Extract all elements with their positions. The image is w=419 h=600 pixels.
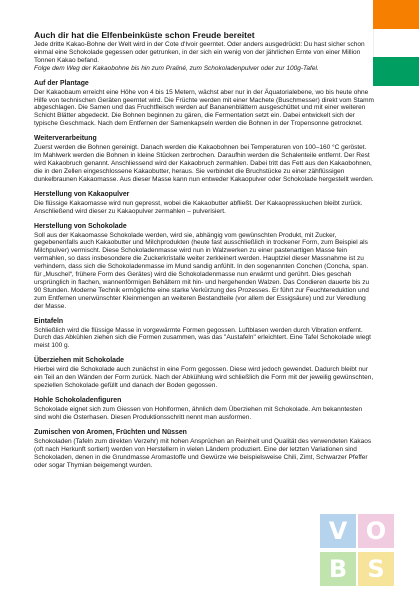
section-heading-schokolade: Herstellung von Schokolade — [34, 222, 127, 230]
section-text-kakaopulver: Die flüssige Kakaomasse wird nun gepresst, wobei die Kakaobutter abfließt. Der Kakaopresskuchen bleibt zurück. Anschließend wird dieser zu Kakaopulver zermahlen – pulverisiert. — [34, 199, 363, 215]
document-body — [34, 30, 374, 469]
logo-block-v: V — [320, 514, 356, 548]
logo-block-o: O — [358, 514, 394, 548]
vobs-logo — [318, 512, 402, 590]
section-text-plantage: Der Kakaobaum erreicht eine Höhe von 4 bis 15 Metern, wächst aber nur in der Äquatorialebene, wo bis heute ohne Hilfe von technischen Geräten geerntet wird. Die Früchte werden mit einer Machete (Buschmesser) direkt vom Stamm abgeschlagen. Die Samen und das Fruchtfleisch werden auf Bananenblättern ausgeschüttet und mit einer weiteren Schicht Blätter abgedeckt. Die Bohnen beginnen zu gären, die Fermentation setzt ein. Dabei entwickelt sich der typische Geschmack. Nach dem Entfernen der Samenkapseln werden die Bohnen in der Tropensonne getrocknet. — [34, 88, 374, 128]
section-heading-hohlfiguren: Hohle Schokoladenfiguren — [34, 397, 122, 404]
section-text-eintafeln: Schließlich wird die flüssige Masse in vorgewärmte Formen gegossen. Luftblasen werden durch Vibration entfernt. Durch das Abkühlen ziehen sich die Formen zusammen, was das "Austafeln" erleichtert. Eine Tafel Schokolade wiegt meist 100 g. — [34, 326, 371, 350]
section-heading-kakaopulver: Herstellung von Kakaopulver — [34, 190, 130, 198]
section-heading-ueberziehen: Überziehen mit Schokolade — [34, 357, 124, 365]
section-heading-eintafeln: Eintafeln — [34, 317, 64, 325]
flag-orange-stripe — [373, 0, 419, 29]
section-text-schokolade: Soll aus der Kakaomasse Schokolade werden, wird sie, abhängig vom gewünschten Produkt, mit Zucker, gegebenenfalls auch Kakaobutter und Milchprodukten (heute fast ausschließlich in trockener Form, zum Beispiel als Milchpulver) vermischt. Diese Schokoladenmasse wird nun in Walzwerken zu einer pastenartigen Masse fein vermahlen, so dass insbesondere die Zuckerkristalle weiter zerkleinert werden. Hauptziel dieser Massnahme ist zu verhindern, dass sich die Schokoladenmasse im Mund sandig anfühlt. In den sogenannten Conchen (Concha, span. für „Muschel“, frühere Form des Gerätes) wird die Schokoladenmasse nun erwärmt und gerührt. Dies geschah ursprünglich in flachen, wannenförmigen Behältern mit hin- und hergehenden Walzen. Das Condieren dauerte bis zu 90 Stunden. Moderne Technik ermöglichte eine starke Verkürzung des Prozesses. Er führt zur Feuchtereduktion und zum Entfernen unerwünschter Kleinmengen an weiteren Bestandteile (vor allem der Essigsäure) und zur Veredlung der Masse. — [34, 231, 370, 310]
section-heading-weiterverarbeitung: Weiterverarbeitung — [34, 135, 97, 143]
intro-instruction: Folge dem Weg der Kakaobohne bis hin zum Praliné, zum Schokoladenpulver oder zur 100g-Tafel. — [34, 64, 319, 72]
page-title: Auch dir hat die Elfenbeinküste schon Freude bereitet — [34, 30, 255, 40]
section-heading-plantage: Auf der Plantage — [34, 79, 89, 87]
section-text-ueberziehen: Hierbei wird die Schokolade auch zunächst in eine Form gegossen. Diese wird jedoch gewendet. Dadurch bleibt nur ein Teil an den Wänden der Form zurück. Nach der Abkühlung wird schließlich die Form mit der jeweilig gewünschten, speziellen Schokolade gefüllt und danach der Boden gegossen. — [34, 366, 374, 390]
logo-block-s: S — [358, 552, 394, 586]
intro-paragraph: Jede dritte Kakao-Bohne der Welt wird in der Cote d'Ivoir geerntet. Oder anders ausgedrückt: Du hast sicher schon einmal eine Schokolade gegessen oder getrunken, in der sich ein wenig von der jährlichen Ernte von einer Million Tonnen Kakao befand. — [34, 41, 365, 64]
section-heading-zumischen: Zumischen von Aromen, Früchten und Nüssen — [34, 428, 187, 436]
logo-block-b: B — [320, 552, 356, 586]
ivory-coast-flag — [373, 0, 419, 86]
flag-white-stripe — [373, 29, 419, 58]
flag-green-stripe — [373, 57, 419, 86]
section-text-zumischen: Schokoladen (Tafeln zum direkten Verzehr) mit hohen Ansprüchen an Reinheit und Qualität des verwendeten Kakaos (oft nach Herkunft sortiert) werden von Herstellern in vielen Ländern produziert. Eine der letzten Variationen sind Schokoladen, denen in die Grundmasse Aromastoffe und Gewürze wie beispielsweise Chili, Zimt, Schwarzer Pfeffer oder sogar Thymian beigemengt wurden. — [34, 437, 372, 469]
section-text-hohlfiguren: Schokolade eignet sich zum Giessen von Hohlformen, ähnlich dem Überziehen mit Schokolade. Am bekanntesten sind wohl die Osterhasen. Diesen Produktionsschritt nennt man ausformen. — [34, 406, 363, 421]
section-text-weiterverarbeitung: Zuerst werden die Bohnen gereinigt. Danach werden die Kakaobohnen bei Temperaturen von 100–160 °C geröstet. Im Mahlwerk werden die Bohnen in kleine Stücken zerbrochen. Daraufhin werden die Schalenteile entfernt. Der Rest wird Kakaobruch genannt. Anschliessend wird der Kakaobruch zermahlen. Dabei tritt das Fett aus den Kakaobohnen, die in den Zellen eingeschlossene Kakaobutter, heraus. Sie verbindet die Bruchstücke zu einer zähflüssigen dunkelbraunen Kakaomasse. Aus dieser Masse kann nun entweder Kakaopulver oder Schokolade hergestellt werden. — [34, 144, 374, 183]
